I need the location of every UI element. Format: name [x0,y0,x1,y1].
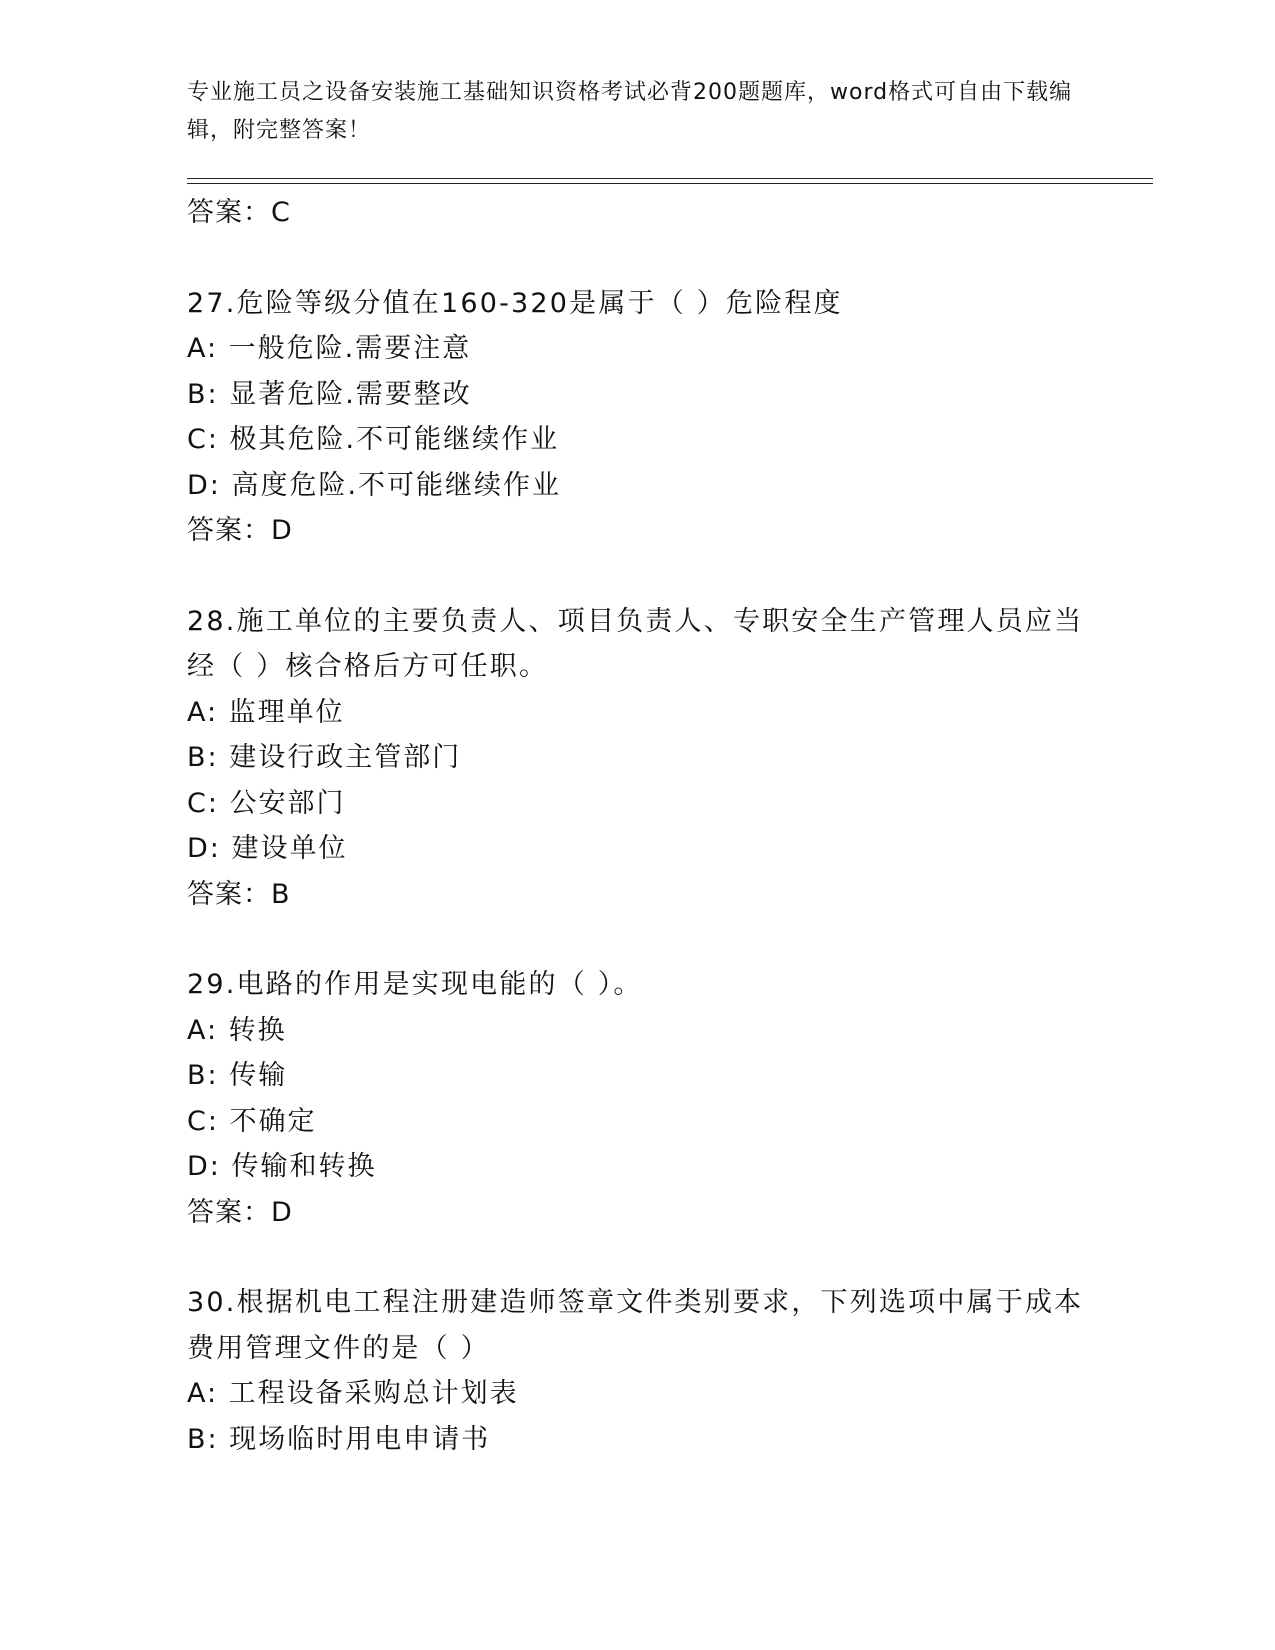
option-b: B: 传输 [187,1060,288,1091]
option-d: D: 高度危险.不可能继续作业 [187,469,562,501]
header-divider-bottom [187,183,1153,184]
answer: 答案：D [187,515,293,546]
option-b: B: 显著危险.需要整改 [187,378,472,410]
option-b: B: 现场临时用电申请书 [187,1423,491,1455]
question-29 [187,962,1087,1235]
option-a: A: 工程设备采购总计划表 [187,1378,519,1409]
answer: 答案：B [187,878,291,910]
option-d: D: 传输和转换 [187,1151,377,1182]
question-stem: 28.施工单位的主要负责人、项目负责人、专职安全生产管理人员应当经（ ）核合格后方可任职。 [187,605,1084,682]
question-28 [187,599,1087,918]
question-list [187,190,1087,1462]
option-c: C: 极其危险.不可能继续作业 [187,424,560,455]
answer: 答案：D [187,1196,293,1228]
question-stem: 29.电路的作用是实现电能的（ ）。 [187,969,643,1000]
document-header: 专业施工员之设备安装施工基础知识资格考试必背200题题库，word格式可自由下载编辑，附完整答案！ [187,80,1073,143]
option-d: D: 建设单位 [187,833,348,864]
option-a: A: 一般危险.需要注意 [187,333,472,364]
header-divider-top [187,178,1153,179]
option-a: A: 监理单位 [187,696,345,728]
question-stem: 27.危险等级分值在160-320是属于（ ）危险程度 [187,287,843,319]
option-c: C: 不确定 [187,1105,317,1137]
option-a: A: 转换 [187,1014,287,1046]
previous-answer: 答案：C [187,197,291,228]
question-27 [187,281,1087,554]
question-30 [187,1280,1087,1462]
option-c: C: 公安部门 [187,787,346,819]
option-b: B: 建设行政主管部门 [187,742,462,773]
question-stem: 30.根据机电工程注册建造师签章文件类别要求，下列选项中属于成本费用管理文件的是（ ） [187,1287,1084,1364]
